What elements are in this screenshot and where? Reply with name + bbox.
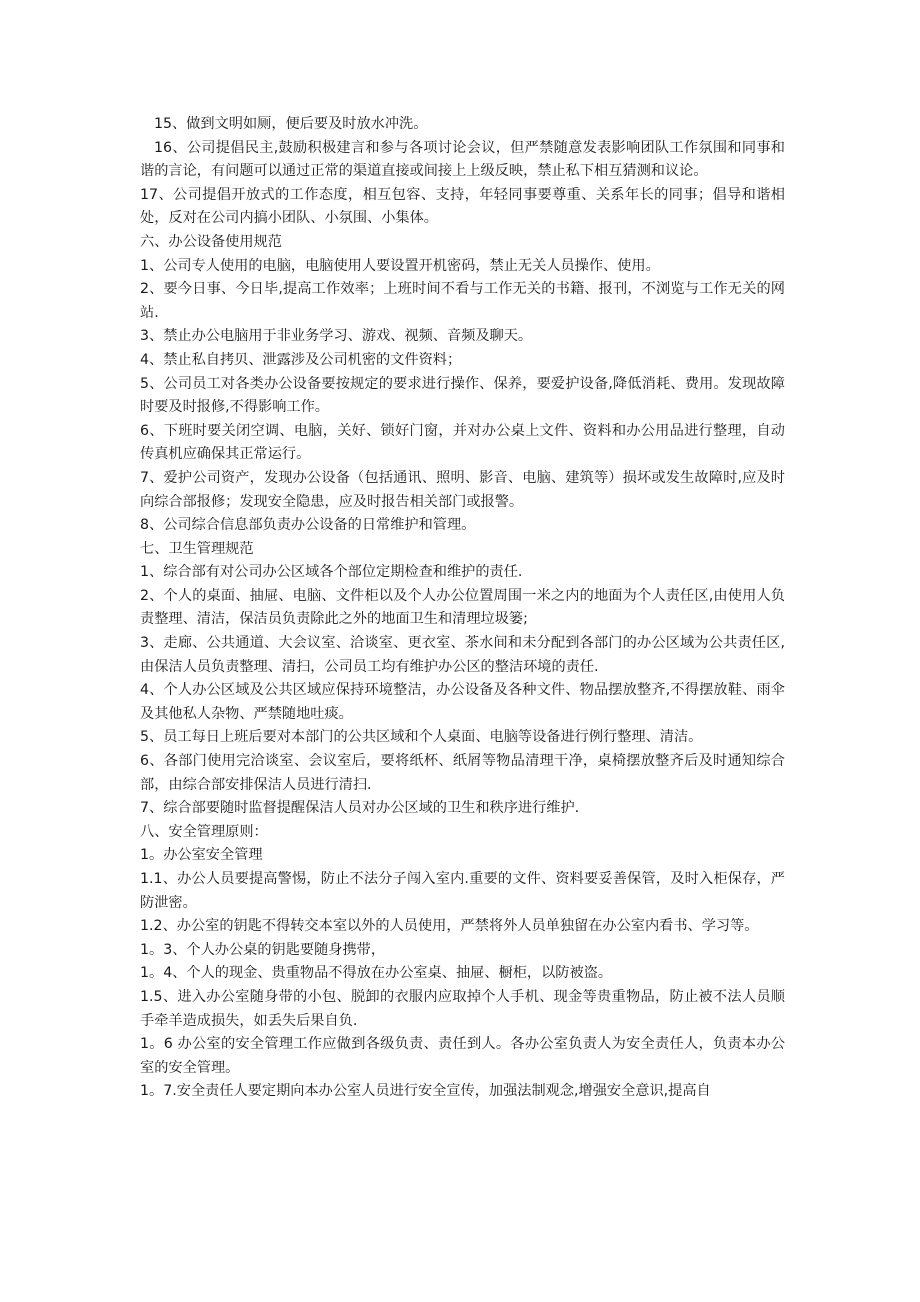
paragraph: 1。4、个人的现金、贵重物品不得放在办公室桌、抽屉、橱柜，以防被盗。: [140, 965, 613, 982]
paragraph: 7、爱护公司资产，发现办公设备（包括通讯、照明、影音、电脑、建筑等）损坏或发生故障时,应及时向综合部报修；发现安全隐患，应及时报告相关部门或报警。: [140, 469, 785, 510]
paragraph: 2、个人的桌面、抽屉、电脑、文件柜以及个人办公位置周围一米之内的地面为个人责任区,由使用人负责整理、清洁，保洁员负责除此之外的地面卫生和清理垃圾篓;: [140, 587, 785, 628]
paragraph: 七、卫生管理规范: [140, 540, 254, 557]
paragraph: 1.1、办公人员要提高警惕，防止不法分子闯入室内.重要的文件、资料要妥善保管，及时入柜保存，严防泄密。: [140, 871, 785, 911]
paragraph: 1、综合部有对公司办公区域各个部位定期检查和维护的责任.: [140, 564, 523, 581]
paragraph: 4、个人办公区域及公共区域应保持环境整洁，办公设备及各种文件、物品摆放整齐,不得摆放鞋、雨伞及其他私人杂物、严禁随地吐痰。: [140, 682, 785, 722]
paragraph: 15、做到文明如厕，便后要及时放水冲洗。: [154, 116, 428, 132]
paragraph: 八、安全管理原则：: [140, 823, 268, 840]
paragraph: 1。6 办公室的安全管理工作应做到各级负责、责任到人。各办公室负责人为安全责任人，负责本办公室的安全管理。: [140, 1036, 785, 1076]
paragraph: 3、禁止办公电脑用于非业务学习、游戏、视频、音频及聊天。: [140, 328, 533, 345]
paragraph: 1、公司专人使用的电脑，电脑使用人要设置开机密码，禁止无关人员操作、使用。: [140, 257, 660, 274]
paragraph: 1.2、办公室的钥匙不得转交本室以外的人员使用，严禁将外人员单独留在办公室内看书、学习等。: [140, 918, 759, 935]
paragraph: 17、公司提倡开放式的工作态度，相互包容、支持，年轻同事要尊重、关系年长的同事；倡导和谐相处，反对在公司内搞小团队、小氛围、小集体。: [140, 186, 785, 227]
paragraph: 2、要今日事、今日毕,提高工作效率；上班时间不看与工作无关的书籍、报刊，不浏览与工作无关的网站.: [140, 281, 785, 321]
paragraph: 1。7.安全责任人要定期向本办公室人员进行安全宣传，加强法制观念,增强安全意识,提高自: [140, 1083, 711, 1100]
paragraph: 1.5、进入办公室随身带的小包、脱卸的衣服内应取掉个人手机、现金等贵重物品，防止被不法人员顺手牵羊造成损失，如丢失后果自负.: [140, 988, 785, 1029]
paragraph: 六、办公设备使用规范: [140, 233, 282, 250]
paragraph: 3、走廊、公共通道、大会议室、洽谈室、更衣室、茶水间和未分配到各部门的办公区域为公共责任区,由保洁人员负责整理、清扫，公司员工均有维护办公区的整洁环境的责任.: [140, 635, 785, 675]
paragraph: 5、公司员工对各类办公设备要按规定的要求进行操作、保养，要爱护设备,降低消耗、费用。发现故障时要及时报修,不得影响工作。: [140, 375, 785, 416]
paragraph: 5、员工每日上班后要对本部门的公共区域和个人桌面、电脑等设备进行例行整理、清洁。: [140, 729, 703, 746]
paragraph: 7、综合部要随时监督提醒保洁人员对办公区域的卫生和秩序进行维护.: [140, 800, 580, 817]
document-body: [140, 113, 785, 1104]
paragraph: 16、公司提倡民主,鼓励积极建言和参与各项讨论会议，但严禁随意发表影响团队工作氛围和同事和谐的言论，有问题可以通过正常的渠道直接或间接上上级反映，禁止私下相互猜测和议论。: [140, 139, 785, 180]
paragraph: 4、禁止私自拷贝、泄露涉及公司机密的文件资料；: [140, 351, 462, 368]
paragraph: 6、各部门使用完洽谈室、会议室后，要将纸杯、纸屑等物品清理干净，桌椅摆放整齐后及时通知综合部，由综合部安排保洁人员进行清扫.: [140, 753, 785, 793]
paragraph: 1。3、个人办公桌的钥匙要随身携带，: [140, 941, 386, 958]
paragraph: 1。办公室安全管理: [140, 847, 263, 864]
paragraph: 6、下班时要关闭空调、电脑，关好、锁好门窗，并对办公桌上文件、资料和办公用品进行整理，自动传真机应确保其正常运行。: [140, 422, 785, 463]
paragraph: 8、公司综合信息部负责办公设备的日常维护和管理。: [140, 517, 476, 534]
